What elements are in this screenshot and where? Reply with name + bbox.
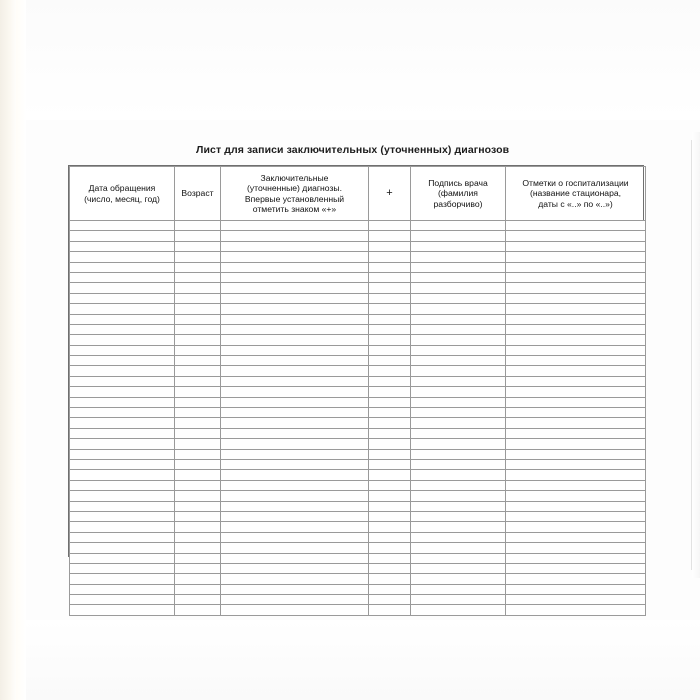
- cell-plus-mark[interactable]: [369, 314, 411, 324]
- cell-plus-mark[interactable]: [369, 262, 411, 272]
- cell-date-of-visit[interactable]: [70, 304, 175, 314]
- page-title: Лист для записи заключительных (уточненных) диагнозов: [196, 144, 510, 156]
- cell-age[interactable]: [175, 584, 221, 594]
- cell-final-diagnosis[interactable]: [221, 428, 369, 438]
- page-top-shading: [26, 0, 700, 120]
- cell-final-diagnosis[interactable]: [221, 605, 369, 615]
- cell-age[interactable]: [175, 221, 221, 231]
- cell-date-of-visit[interactable]: [70, 470, 175, 480]
- cell-plus-mark[interactable]: [369, 376, 411, 386]
- cell-doctor-signature[interactable]: [411, 356, 506, 366]
- cell-date-of-visit[interactable]: [70, 522, 175, 532]
- column-header-doctor-signature-label: Подпись врача (фамилия разборчиво): [428, 178, 488, 209]
- cell-hospitalization-notes[interactable]: [506, 491, 646, 501]
- cell-age[interactable]: [175, 439, 221, 449]
- cell-age[interactable]: [175, 543, 221, 553]
- cell-date-of-visit[interactable]: [70, 418, 175, 428]
- cell-final-diagnosis[interactable]: [221, 252, 369, 262]
- column-header-date-of-visit: [70, 167, 175, 221]
- cell-final-diagnosis[interactable]: [221, 470, 369, 480]
- cell-final-diagnosis[interactable]: [221, 356, 369, 366]
- cell-age[interactable]: [175, 272, 221, 282]
- cell-doctor-signature[interactable]: [411, 293, 506, 303]
- cell-hospitalization-notes[interactable]: [506, 501, 646, 511]
- cell-date-of-visit[interactable]: [70, 491, 175, 501]
- cell-date-of-visit[interactable]: [70, 584, 175, 594]
- cell-plus-mark[interactable]: [369, 356, 411, 366]
- cell-final-diagnosis[interactable]: [221, 418, 369, 428]
- cell-date-of-visit[interactable]: [70, 387, 175, 397]
- cell-final-diagnosis[interactable]: [221, 595, 369, 605]
- cell-hospitalization-notes[interactable]: [506, 221, 646, 231]
- column-header-plus-mark: [369, 167, 411, 221]
- cell-plus-mark[interactable]: [369, 584, 411, 594]
- table-row[interactable]: [70, 366, 646, 376]
- column-header-age: [175, 167, 221, 221]
- cell-plus-mark[interactable]: [369, 272, 411, 282]
- table-row[interactable]: [70, 605, 646, 615]
- cell-final-diagnosis[interactable]: [221, 532, 369, 542]
- table-row[interactable]: [70, 408, 646, 418]
- cell-final-diagnosis[interactable]: [221, 335, 369, 345]
- cell-hospitalization-notes[interactable]: [506, 408, 646, 418]
- cell-plus-mark[interactable]: [369, 595, 411, 605]
- cell-date-of-visit[interactable]: [70, 376, 175, 386]
- cell-age[interactable]: [175, 595, 221, 605]
- cell-plus-mark[interactable]: [369, 522, 411, 532]
- table-row[interactable]: [70, 449, 646, 459]
- cell-hospitalization-notes[interactable]: [506, 345, 646, 355]
- cell-date-of-visit[interactable]: [70, 272, 175, 282]
- cell-age[interactable]: [175, 241, 221, 251]
- cell-final-diagnosis[interactable]: [221, 262, 369, 272]
- table-header-row: [70, 167, 646, 221]
- cell-hospitalization-notes[interactable]: [506, 283, 646, 293]
- cell-final-diagnosis[interactable]: [221, 439, 369, 449]
- cell-doctor-signature[interactable]: [411, 511, 506, 521]
- cell-final-diagnosis[interactable]: [221, 584, 369, 594]
- cell-plus-mark[interactable]: [369, 252, 411, 262]
- table-row[interactable]: [70, 252, 646, 262]
- table-row[interactable]: [70, 553, 646, 563]
- cell-age[interactable]: [175, 522, 221, 532]
- cell-age[interactable]: [175, 408, 221, 418]
- cell-doctor-signature[interactable]: [411, 428, 506, 438]
- cell-final-diagnosis[interactable]: [221, 491, 369, 501]
- cell-hospitalization-notes[interactable]: [506, 439, 646, 449]
- cell-doctor-signature[interactable]: [411, 387, 506, 397]
- cell-plus-mark[interactable]: [369, 221, 411, 231]
- table-row[interactable]: [70, 563, 646, 573]
- cell-hospitalization-notes[interactable]: [506, 387, 646, 397]
- cell-date-of-visit[interactable]: [70, 345, 175, 355]
- cell-hospitalization-notes[interactable]: [506, 314, 646, 324]
- cell-plus-mark[interactable]: [369, 459, 411, 469]
- cell-hospitalization-notes[interactable]: [506, 584, 646, 594]
- table-row[interactable]: [70, 241, 646, 251]
- cell-final-diagnosis[interactable]: [221, 231, 369, 241]
- cell-doctor-signature[interactable]: [411, 397, 506, 407]
- cell-plus-mark[interactable]: [369, 553, 411, 563]
- cell-date-of-visit[interactable]: [70, 314, 175, 324]
- table-row[interactable]: [70, 574, 646, 584]
- cell-doctor-signature[interactable]: [411, 470, 506, 480]
- cell-date-of-visit[interactable]: [70, 356, 175, 366]
- cell-age[interactable]: [175, 356, 221, 366]
- table-row[interactable]: [70, 345, 646, 355]
- table-row[interactable]: [70, 511, 646, 521]
- cell-age[interactable]: [175, 418, 221, 428]
- table-row[interactable]: [70, 335, 646, 345]
- cell-date-of-visit[interactable]: [70, 449, 175, 459]
- cell-final-diagnosis[interactable]: [221, 272, 369, 282]
- cell-doctor-signature[interactable]: [411, 501, 506, 511]
- cell-age[interactable]: [175, 459, 221, 469]
- cell-plus-mark[interactable]: [369, 574, 411, 584]
- cell-plus-mark[interactable]: [369, 241, 411, 251]
- table-row[interactable]: [70, 283, 646, 293]
- table-row[interactable]: [70, 501, 646, 511]
- cell-doctor-signature[interactable]: [411, 595, 506, 605]
- cell-doctor-signature[interactable]: [411, 553, 506, 563]
- column-header-plus-mark-label: +: [386, 186, 393, 199]
- cell-date-of-visit[interactable]: [70, 408, 175, 418]
- cell-hospitalization-notes[interactable]: [506, 532, 646, 542]
- cell-plus-mark[interactable]: [369, 563, 411, 573]
- cell-plus-mark[interactable]: [369, 366, 411, 376]
- book-right-edge-line: [691, 140, 692, 570]
- cell-age[interactable]: [175, 563, 221, 573]
- cell-age[interactable]: [175, 335, 221, 345]
- cell-age[interactable]: [175, 470, 221, 480]
- cell-hospitalization-notes[interactable]: [506, 324, 646, 334]
- cell-final-diagnosis[interactable]: [221, 314, 369, 324]
- cell-doctor-signature[interactable]: [411, 231, 506, 241]
- book-left-edge-inner: [16, 0, 26, 700]
- cell-final-diagnosis[interactable]: [221, 304, 369, 314]
- cell-final-diagnosis[interactable]: [221, 283, 369, 293]
- table-row[interactable]: [70, 428, 646, 438]
- page-bottom-shading: [26, 620, 700, 700]
- cell-age[interactable]: [175, 480, 221, 490]
- cell-date-of-visit[interactable]: [70, 221, 175, 231]
- cell-date-of-visit[interactable]: [70, 366, 175, 376]
- cell-age[interactable]: [175, 491, 221, 501]
- table-row[interactable]: [70, 459, 646, 469]
- cell-date-of-visit[interactable]: [70, 428, 175, 438]
- cell-hospitalization-notes[interactable]: [506, 335, 646, 345]
- table-row[interactable]: [70, 272, 646, 282]
- table-row[interactable]: [70, 231, 646, 241]
- cell-hospitalization-notes[interactable]: [506, 293, 646, 303]
- table-row[interactable]: [70, 543, 646, 553]
- cell-date-of-visit[interactable]: [70, 324, 175, 334]
- cell-date-of-visit[interactable]: [70, 532, 175, 542]
- cell-hospitalization-notes[interactable]: [506, 231, 646, 241]
- cell-final-diagnosis[interactable]: [221, 553, 369, 563]
- table-row[interactable]: [70, 439, 646, 449]
- cell-age[interactable]: [175, 366, 221, 376]
- cell-age[interactable]: [175, 574, 221, 584]
- cell-hospitalization-notes[interactable]: [506, 511, 646, 521]
- diagnoses-table: [68, 165, 644, 557]
- cell-date-of-visit[interactable]: [70, 459, 175, 469]
- cell-date-of-visit[interactable]: [70, 439, 175, 449]
- cell-doctor-signature[interactable]: [411, 563, 506, 573]
- cell-date-of-visit[interactable]: [70, 231, 175, 241]
- cell-final-diagnosis[interactable]: [221, 221, 369, 231]
- cell-date-of-visit[interactable]: [70, 335, 175, 345]
- cell-doctor-signature[interactable]: [411, 584, 506, 594]
- table-row[interactable]: [70, 304, 646, 314]
- table-row[interactable]: [70, 397, 646, 407]
- cell-hospitalization-notes[interactable]: [506, 574, 646, 584]
- cell-doctor-signature[interactable]: [411, 272, 506, 282]
- cell-plus-mark[interactable]: [369, 408, 411, 418]
- cell-age[interactable]: [175, 449, 221, 459]
- cell-final-diagnosis[interactable]: [221, 241, 369, 251]
- cell-hospitalization-notes[interactable]: [506, 480, 646, 490]
- cell-plus-mark[interactable]: [369, 387, 411, 397]
- table-body: [70, 221, 646, 616]
- table-row[interactable]: [70, 356, 646, 366]
- cell-doctor-signature[interactable]: [411, 491, 506, 501]
- table-row[interactable]: [70, 293, 646, 303]
- cell-hospitalization-notes[interactable]: [506, 605, 646, 615]
- table-row[interactable]: [70, 221, 646, 231]
- cell-doctor-signature[interactable]: [411, 522, 506, 532]
- cell-hospitalization-notes[interactable]: [506, 543, 646, 553]
- column-header-doctor-signature: [411, 167, 506, 221]
- cell-plus-mark[interactable]: [369, 231, 411, 241]
- cell-doctor-signature[interactable]: [411, 532, 506, 542]
- cell-age[interactable]: [175, 345, 221, 355]
- cell-final-diagnosis[interactable]: [221, 397, 369, 407]
- cell-plus-mark[interactable]: [369, 418, 411, 428]
- cell-hospitalization-notes[interactable]: [506, 563, 646, 573]
- table-row[interactable]: [70, 387, 646, 397]
- cell-age[interactable]: [175, 283, 221, 293]
- cell-doctor-signature[interactable]: [411, 335, 506, 345]
- cell-doctor-signature[interactable]: [411, 221, 506, 231]
- cell-hospitalization-notes[interactable]: [506, 397, 646, 407]
- cell-hospitalization-notes[interactable]: [506, 470, 646, 480]
- cell-date-of-visit[interactable]: [70, 480, 175, 490]
- cell-age[interactable]: [175, 304, 221, 314]
- cell-age[interactable]: [175, 532, 221, 542]
- cell-final-diagnosis[interactable]: [221, 459, 369, 469]
- cell-doctor-signature[interactable]: [411, 324, 506, 334]
- cell-final-diagnosis[interactable]: [221, 293, 369, 303]
- cell-doctor-signature[interactable]: [411, 449, 506, 459]
- cell-final-diagnosis[interactable]: [221, 408, 369, 418]
- cell-date-of-visit[interactable]: [70, 283, 175, 293]
- cell-doctor-signature[interactable]: [411, 376, 506, 386]
- cell-plus-mark[interactable]: [369, 293, 411, 303]
- cell-age[interactable]: [175, 252, 221, 262]
- cell-hospitalization-notes[interactable]: [506, 449, 646, 459]
- table-row[interactable]: [70, 595, 646, 605]
- cell-hospitalization-notes[interactable]: [506, 272, 646, 282]
- table-row[interactable]: [70, 418, 646, 428]
- cell-doctor-signature[interactable]: [411, 408, 506, 418]
- cell-age[interactable]: [175, 428, 221, 438]
- cell-hospitalization-notes[interactable]: [506, 241, 646, 251]
- cell-final-diagnosis[interactable]: [221, 543, 369, 553]
- column-header-final-diagnosis: [221, 167, 369, 221]
- table-row[interactable]: [70, 491, 646, 501]
- cell-doctor-signature[interactable]: [411, 283, 506, 293]
- cell-plus-mark[interactable]: [369, 511, 411, 521]
- cell-plus-mark[interactable]: [369, 470, 411, 480]
- cell-hospitalization-notes[interactable]: [506, 522, 646, 532]
- cell-date-of-visit[interactable]: [70, 574, 175, 584]
- table-row[interactable]: [70, 376, 646, 386]
- cell-plus-mark[interactable]: [369, 543, 411, 553]
- cell-plus-mark[interactable]: [369, 439, 411, 449]
- cell-age[interactable]: [175, 376, 221, 386]
- cell-hospitalization-notes[interactable]: [506, 418, 646, 428]
- cell-plus-mark[interactable]: [369, 491, 411, 501]
- cell-final-diagnosis[interactable]: [221, 501, 369, 511]
- cell-age[interactable]: [175, 553, 221, 563]
- cell-final-diagnosis[interactable]: [221, 449, 369, 459]
- cell-plus-mark[interactable]: [369, 324, 411, 334]
- book-right-edge: [692, 132, 700, 578]
- cell-date-of-visit[interactable]: [70, 553, 175, 563]
- cell-final-diagnosis[interactable]: [221, 522, 369, 532]
- cell-plus-mark[interactable]: [369, 304, 411, 314]
- cell-date-of-visit[interactable]: [70, 252, 175, 262]
- cell-date-of-visit[interactable]: [70, 563, 175, 573]
- cell-plus-mark[interactable]: [369, 428, 411, 438]
- cell-hospitalization-notes[interactable]: [506, 366, 646, 376]
- cell-final-diagnosis[interactable]: [221, 366, 369, 376]
- cell-date-of-visit[interactable]: [70, 293, 175, 303]
- cell-plus-mark[interactable]: [369, 449, 411, 459]
- cell-final-diagnosis[interactable]: [221, 387, 369, 397]
- column-header-date-of-visit-label: Дата обращения (число, месяц, год): [84, 183, 160, 204]
- cell-hospitalization-notes[interactable]: [506, 252, 646, 262]
- cell-doctor-signature[interactable]: [411, 459, 506, 469]
- cell-plus-mark[interactable]: [369, 532, 411, 542]
- cell-doctor-signature[interactable]: [411, 314, 506, 324]
- cell-plus-mark[interactable]: [369, 335, 411, 345]
- cell-doctor-signature[interactable]: [411, 262, 506, 272]
- table-row[interactable]: [70, 522, 646, 532]
- cell-age[interactable]: [175, 262, 221, 272]
- cell-age[interactable]: [175, 397, 221, 407]
- cell-doctor-signature[interactable]: [411, 418, 506, 428]
- cell-plus-mark[interactable]: [369, 501, 411, 511]
- table-row[interactable]: [70, 480, 646, 490]
- cell-plus-mark[interactable]: [369, 397, 411, 407]
- cell-age[interactable]: [175, 231, 221, 241]
- cell-date-of-visit[interactable]: [70, 397, 175, 407]
- column-header-hospitalization-notes-label: Отметки о госпитализации (название стационара, даты с «..» по «..»): [522, 178, 629, 209]
- cell-final-diagnosis[interactable]: [221, 376, 369, 386]
- table-row[interactable]: [70, 584, 646, 594]
- cell-hospitalization-notes[interactable]: [506, 553, 646, 563]
- cell-doctor-signature[interactable]: [411, 366, 506, 376]
- cell-date-of-visit[interactable]: [70, 262, 175, 272]
- cell-final-diagnosis[interactable]: [221, 480, 369, 490]
- column-header-final-diagnosis-label: Заключительные (уточненные) диагнозы. Впервые установленный отметить знаком «+»: [244, 172, 345, 214]
- cell-doctor-signature[interactable]: [411, 574, 506, 584]
- cell-doctor-signature[interactable]: [411, 480, 506, 490]
- cell-doctor-signature[interactable]: [411, 345, 506, 355]
- cell-age[interactable]: [175, 501, 221, 511]
- cell-final-diagnosis[interactable]: [221, 574, 369, 584]
- cell-final-diagnosis[interactable]: [221, 511, 369, 521]
- cell-date-of-visit[interactable]: [70, 605, 175, 615]
- table-row[interactable]: [70, 262, 646, 272]
- cell-hospitalization-notes[interactable]: [506, 356, 646, 366]
- cell-doctor-signature[interactable]: [411, 543, 506, 553]
- cell-hospitalization-notes[interactable]: [506, 428, 646, 438]
- cell-hospitalization-notes[interactable]: [506, 376, 646, 386]
- cell-age[interactable]: [175, 324, 221, 334]
- column-header-age-label: Возраст: [181, 188, 214, 199]
- column-header-hospitalization-notes: [506, 167, 646, 221]
- cell-plus-mark[interactable]: [369, 480, 411, 490]
- cell-age[interactable]: [175, 605, 221, 615]
- table-row[interactable]: [70, 314, 646, 324]
- cell-doctor-signature[interactable]: [411, 241, 506, 251]
- cell-hospitalization-notes[interactable]: [506, 262, 646, 272]
- cell-age[interactable]: [175, 314, 221, 324]
- cell-age[interactable]: [175, 511, 221, 521]
- cell-age[interactable]: [175, 293, 221, 303]
- cell-plus-mark[interactable]: [369, 605, 411, 615]
- table-row[interactable]: [70, 324, 646, 334]
- cell-date-of-visit[interactable]: [70, 501, 175, 511]
- cell-final-diagnosis[interactable]: [221, 345, 369, 355]
- table-row[interactable]: [70, 470, 646, 480]
- cell-hospitalization-notes[interactable]: [506, 304, 646, 314]
- table-row[interactable]: [70, 532, 646, 542]
- cell-date-of-visit[interactable]: [70, 511, 175, 521]
- cell-age[interactable]: [175, 387, 221, 397]
- cell-date-of-visit[interactable]: [70, 543, 175, 553]
- cell-plus-mark[interactable]: [369, 345, 411, 355]
- cell-date-of-visit[interactable]: [70, 241, 175, 251]
- cell-hospitalization-notes[interactable]: [506, 595, 646, 605]
- cell-hospitalization-notes[interactable]: [506, 459, 646, 469]
- cell-doctor-signature[interactable]: [411, 252, 506, 262]
- cell-plus-mark[interactable]: [369, 283, 411, 293]
- cell-final-diagnosis[interactable]: [221, 563, 369, 573]
- cell-date-of-visit[interactable]: [70, 595, 175, 605]
- cell-final-diagnosis[interactable]: [221, 324, 369, 334]
- cell-doctor-signature[interactable]: [411, 439, 506, 449]
- cell-doctor-signature[interactable]: [411, 304, 506, 314]
- cell-doctor-signature[interactable]: [411, 605, 506, 615]
